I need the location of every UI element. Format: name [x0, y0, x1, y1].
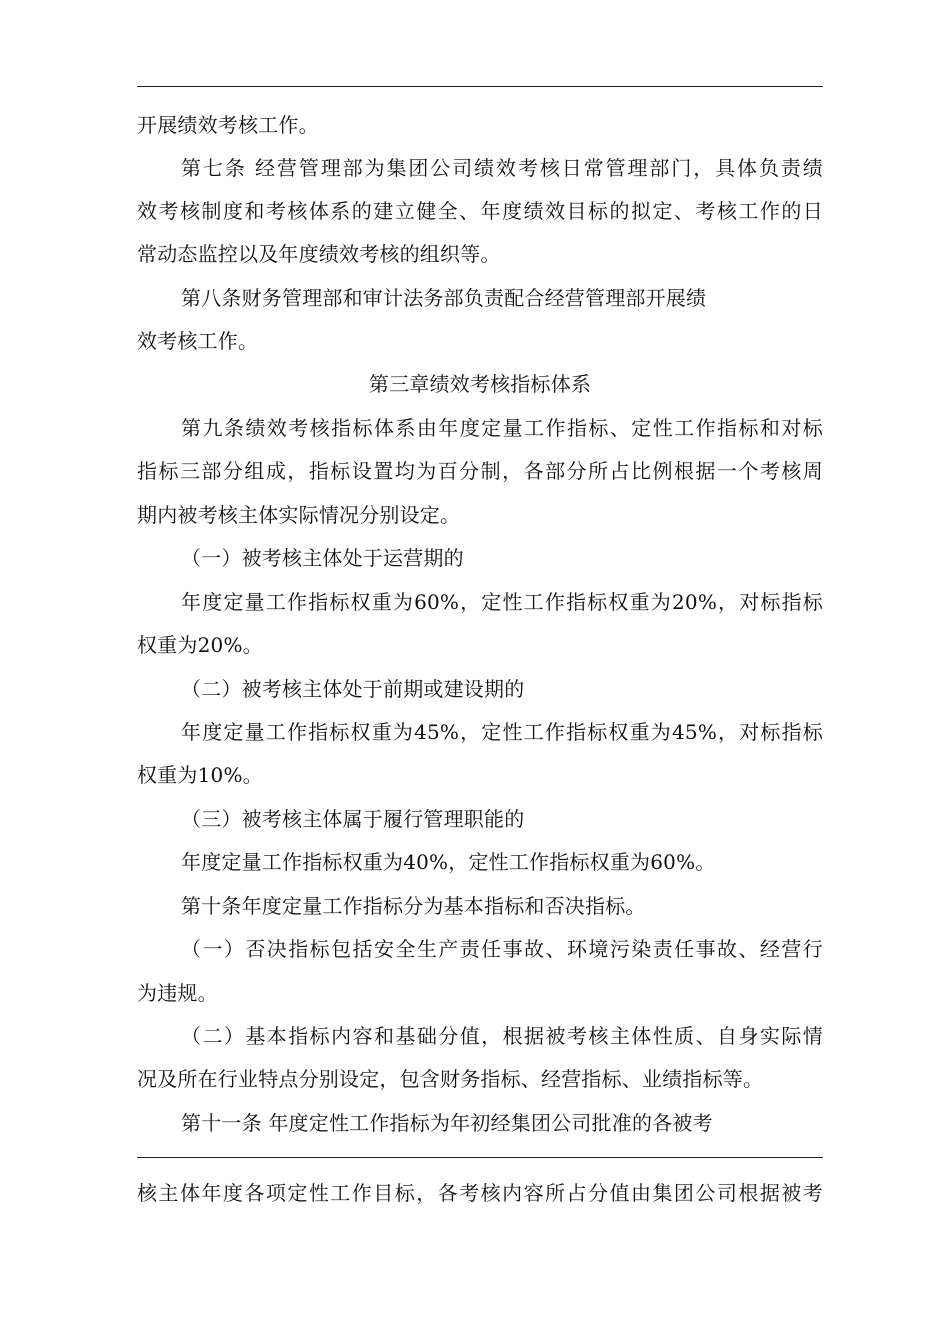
item-heading: （一）被考核主体处于运营期的 [181, 546, 464, 570]
article-7-line: 第七条 经营管理部为集团公司绩效考核日常管理部门，具体负责绩 [181, 156, 823, 180]
text-line: （二）基本指标内容和基础分值，根据被考核主体性质、自身实际情 [181, 1024, 823, 1048]
article-9-line: 第九条绩效考核指标体系由年度定量工作指标、定性工作指标和对标 [181, 416, 823, 440]
article-10-line: 第十条年度定量工作指标分为基本指标和否决指标。 [181, 894, 646, 918]
text-line: 效考核制度和考核体系的建立健全、年度绩效目标的拟定、考核工作的日 [137, 199, 823, 223]
text-line: 年度定量工作指标权重为60%，定性工作指标权重为20%，对标指标 [181, 590, 823, 614]
text-line: 期内被考核主体实际情况分别设定。 [137, 503, 461, 527]
header-rule [137, 86, 823, 87]
text-line: 开展绩效考核工作。 [137, 113, 319, 137]
item-heading: （二）被考核主体处于前期或建设期的 [181, 677, 525, 701]
text-line: 权重为10%。 [137, 763, 263, 787]
footer-rule [137, 1157, 823, 1158]
text-line: （一）否决指标包括安全生产责任事故、环境污染责任事故、经营行 [181, 937, 823, 961]
text-line: 况及所在行业特点分别设定，包含财务指标、经营指标、业绩指标等。 [137, 1067, 764, 1091]
text-line: 权重为20%。 [137, 633, 263, 657]
text-line: 指标三部分组成，指标设置均为百分制，各部分所占比例根据一个考核周 [137, 459, 823, 483]
article-11-line: 第十一条 年度定性工作指标为年初经集团公司批准的各被考 [181, 1111, 713, 1135]
chapter-heading: 第三章绩效考核指标体系 [368, 372, 592, 396]
article-8-line: 第八条财务管理部和审计法务部负责配合经营管理部开展绩 [181, 286, 707, 310]
text-line: 年度定量工作指标权重为45%，定性工作指标权重为45%，对标指标 [181, 720, 823, 744]
text-line: 年度定量工作指标权重为40%，定性工作指标权重为60%。 [181, 850, 716, 874]
item-heading: （三）被考核主体属于履行管理职能的 [181, 807, 525, 831]
text-line: 为违规。 [137, 981, 218, 1005]
text-line: 效考核工作。 [137, 329, 259, 353]
text-line: 核主体年度各项定性工作目标，各考核内容所占分值由集团公司根据被考 [137, 1181, 823, 1205]
text-line: 常动态监控以及年度绩效考核的组织等。 [137, 242, 501, 266]
